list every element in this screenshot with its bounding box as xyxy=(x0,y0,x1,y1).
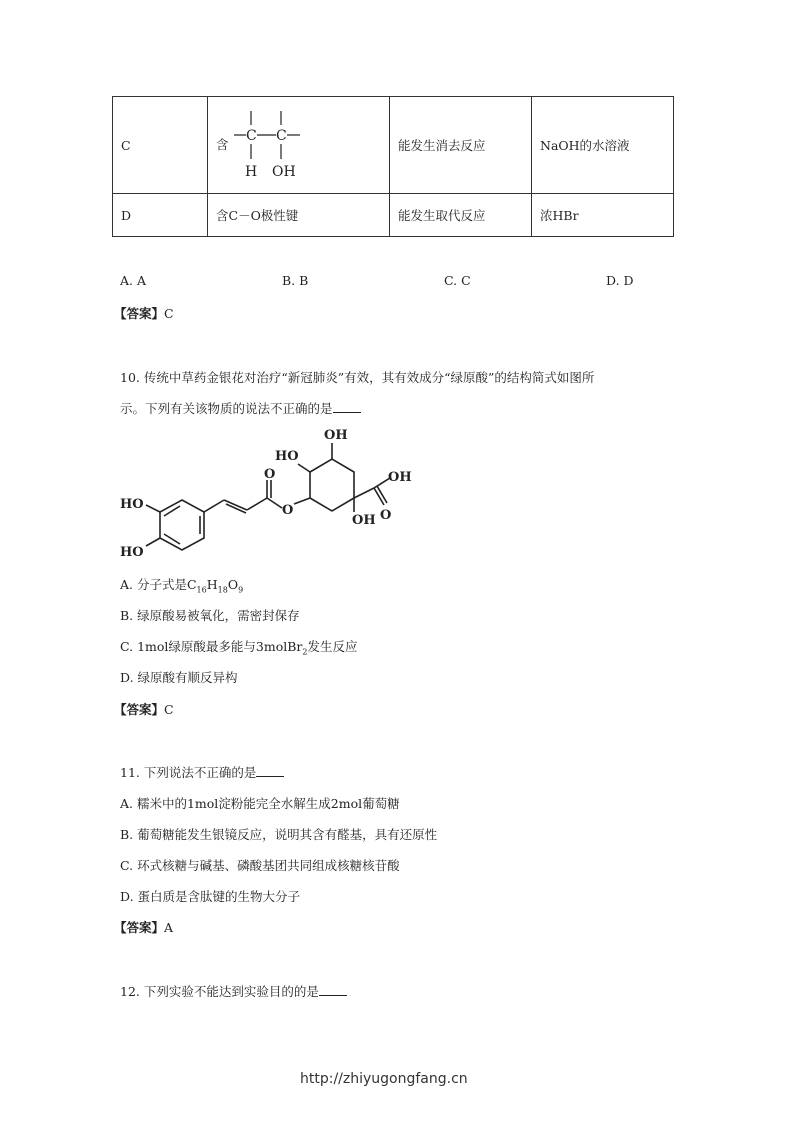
option-d: D. 绿原酸有顺反异构 xyxy=(120,670,238,685)
option-a: A. 糯米中的1mol淀粉能完全水解生成2mol葡萄糖 xyxy=(120,796,400,811)
question-stem xyxy=(120,763,284,781)
answer-blank xyxy=(333,400,361,413)
option-text: A. 分子式是C xyxy=(120,577,197,592)
question-stem-continued xyxy=(120,399,361,417)
option-text: H xyxy=(206,577,218,592)
option-text: 发生反应 xyxy=(307,639,358,654)
row-label: D xyxy=(113,194,208,237)
reagent-cell: 浓HBr xyxy=(532,194,674,237)
hydrogen-label: H xyxy=(245,164,258,180)
table-row xyxy=(113,97,674,194)
question-stem-text: 11. 下列说法不正确的是 xyxy=(120,765,257,780)
question-table xyxy=(112,96,674,237)
question-stem-text: 示。下列有关该物质的说法不正确的是 xyxy=(120,401,333,416)
option-text: C. 1mol绿原酸最多能与3molBr xyxy=(120,639,303,654)
subscript: 18 xyxy=(217,585,228,595)
row-label: C xyxy=(113,97,208,194)
chlorogenic-acid-structure xyxy=(112,420,422,565)
question-stem: 10. 传统中草药金银花对治疗“新冠肺炎”有效，其有效成分“绿原酸”的结构简式如图所 xyxy=(120,370,595,385)
carbonyl-o-label: O xyxy=(264,467,276,482)
option-c: C. 环式核糖与碱基、磷酸基团共同组成核糖核苷酸 xyxy=(120,858,400,873)
reaction-cell: 能发生取代反应 xyxy=(390,194,532,237)
answer-label: 【答案】 xyxy=(114,920,165,935)
aryl-ho-label: HO xyxy=(120,545,144,560)
table-row xyxy=(113,194,674,237)
ho-label: HO xyxy=(275,449,299,464)
question-stem-text: 12. 下列实验不能达到实验目的的是 xyxy=(120,984,319,999)
option-text: O xyxy=(227,577,239,592)
svg-text:C: C xyxy=(246,128,257,144)
answer-label: 【答案】 xyxy=(114,306,165,321)
question-stem xyxy=(120,982,347,1000)
option-c xyxy=(120,637,358,657)
answer-label: 【答案】 xyxy=(114,702,165,717)
subscript: 16 xyxy=(196,585,207,595)
option-b: B. 葡萄糖能发生银镜反应，说明其含有醛基，具有还原性 xyxy=(120,827,438,842)
answer-line xyxy=(114,304,174,322)
answer-line xyxy=(114,700,174,718)
alcohol-group-diagram xyxy=(208,97,389,190)
answer-value: A xyxy=(164,920,174,935)
option-d: D. D xyxy=(606,273,634,288)
group-prefix: 含 xyxy=(216,137,229,152)
option-a xyxy=(120,575,243,595)
option-b: B. B xyxy=(282,273,309,288)
answer-blank xyxy=(256,764,284,777)
ester-o-label: O xyxy=(282,503,294,518)
functional-group-cell xyxy=(208,97,390,194)
option-c: C. C xyxy=(444,273,471,288)
hydroxyl-label: OH xyxy=(272,164,296,180)
option-d: D. 蛋白质是含肽键的生物大分子 xyxy=(120,889,301,904)
functional-group-cell: 含C－O极性键 xyxy=(208,194,390,237)
acid-o-label: O xyxy=(380,508,392,523)
svg-text:C: C xyxy=(276,128,287,144)
answer-line xyxy=(114,918,173,936)
reagent-cell: NaOH的水溶液 xyxy=(532,97,674,194)
subscript: 2 xyxy=(302,647,308,657)
footer-url: http://zhiyugongfang.cn xyxy=(300,1071,468,1087)
option-b: B. 绿原酸易被氧化，需密封保存 xyxy=(120,608,300,623)
subscript: 9 xyxy=(238,585,244,595)
option-a: A. A xyxy=(120,273,147,288)
answer-value: C xyxy=(164,306,174,321)
reaction-cell: 能发生消去反应 xyxy=(390,97,532,194)
quat-oh-label: OH xyxy=(352,513,376,528)
answer-blank xyxy=(319,983,347,996)
acid-oh-label: OH xyxy=(388,470,412,485)
answer-value: C xyxy=(164,702,174,717)
oh-label: OH xyxy=(324,428,348,443)
aryl-ho-label: HO xyxy=(120,497,144,512)
